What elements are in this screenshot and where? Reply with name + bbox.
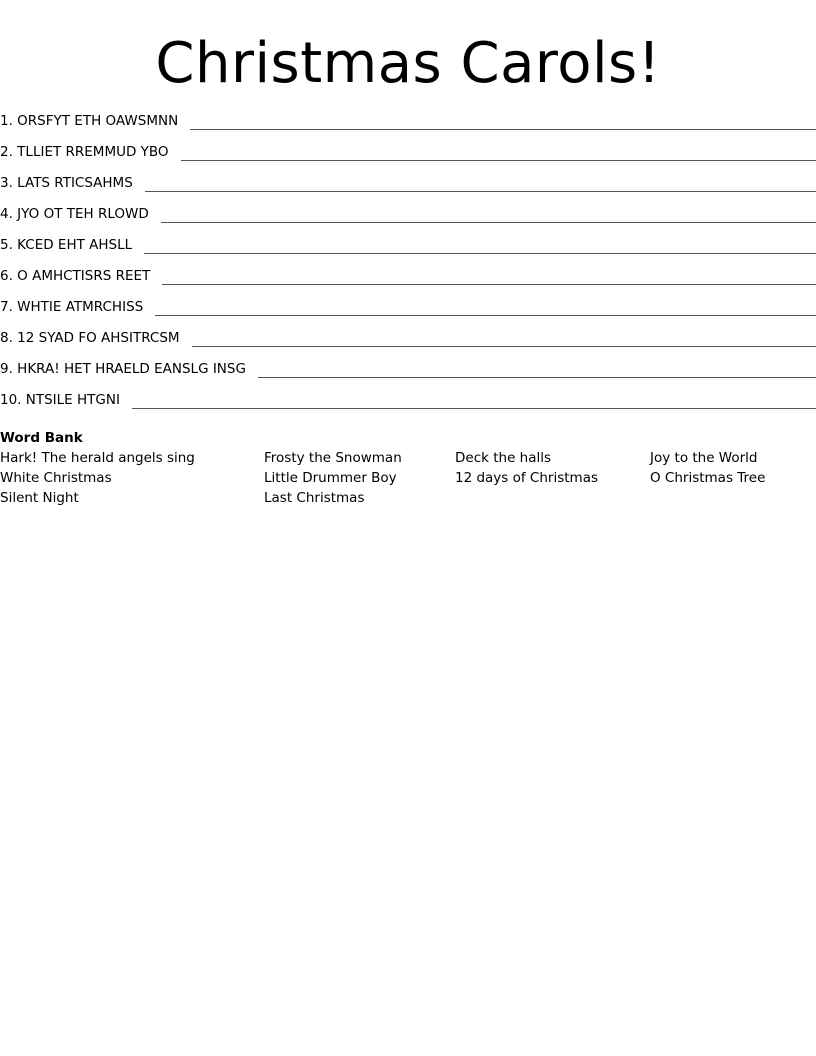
word-bank-grid: [0, 448, 816, 512]
question-row: [0, 204, 816, 235]
question-row: [0, 266, 816, 297]
question-row: [0, 235, 816, 266]
scrambled-word: 6. O AMHCTISRS REET: [0, 268, 151, 284]
scrambled-word: 3. LATS RTICSAHMS: [0, 175, 133, 191]
word-bank-item: O Christmas Tree: [650, 470, 766, 486]
answer-line[interactable]: [258, 359, 816, 378]
word-bank-item: Hark! The herald angels sing: [0, 450, 195, 466]
question-row: [0, 173, 816, 204]
answer-line[interactable]: [144, 235, 816, 254]
scrambled-word: 1. ORSFYT ETH OAWSMNN: [0, 113, 179, 129]
scrambled-word: 7. WHTIE ATMRCHISS: [0, 299, 144, 315]
word-bank-item: 12 days of Christmas: [455, 470, 598, 486]
question-list: [0, 111, 816, 421]
question-row: [0, 390, 816, 421]
word-bank-item: Frosty the Snowman: [264, 450, 402, 466]
word-bank-item: Silent Night: [0, 490, 79, 506]
question-row: [0, 111, 816, 142]
scrambled-word: 2. TLLIET RREMMUD YBO: [0, 144, 169, 160]
word-bank-item: White Christmas: [0, 470, 112, 486]
word-bank-item: Last Christmas: [264, 490, 365, 506]
word-bank: [0, 428, 816, 512]
question-row: [0, 142, 816, 173]
page-title: Christmas Carols!: [155, 31, 661, 96]
answer-line[interactable]: [192, 328, 816, 347]
scrambled-word: 10. NTSILE HTGNI: [0, 392, 120, 408]
answer-line[interactable]: [162, 266, 816, 285]
answer-line[interactable]: [155, 297, 816, 316]
word-bank-item: Deck the halls: [455, 450, 552, 466]
scrambled-word: 8. 12 SYAD FO AHSITRCSM: [0, 330, 180, 346]
scrambled-word: 4. JYO OT TEH RLOWD: [0, 206, 149, 222]
word-bank-item: Little Drummer Boy: [264, 470, 397, 486]
answer-line[interactable]: [132, 390, 816, 409]
question-row: [0, 297, 816, 328]
scrambled-word: 5. KCED EHT AHSLL: [0, 237, 133, 253]
question-row: [0, 359, 816, 390]
answer-line[interactable]: [145, 173, 816, 192]
question-row: [0, 328, 816, 359]
answer-line[interactable]: [190, 111, 816, 130]
scrambled-word: 9. HKRA! HET HRAELD EANSLG INSG: [0, 361, 246, 377]
word-bank-title: Word Bank: [0, 430, 83, 446]
word-bank-item: Joy to the World: [650, 450, 758, 466]
answer-line[interactable]: [161, 204, 816, 223]
answer-line[interactable]: [181, 142, 816, 161]
